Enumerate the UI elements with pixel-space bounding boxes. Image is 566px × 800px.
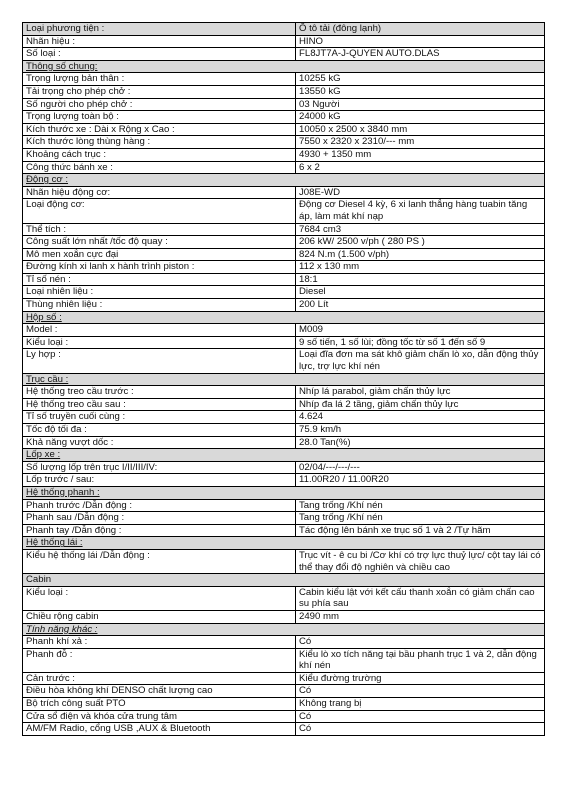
row-value: J08E-WD xyxy=(296,186,545,199)
spec-row xyxy=(23,411,545,424)
row-label: Kiểu loại : xyxy=(23,336,296,349)
row-value: Nhíp đa lá 2 tầng, giảm chấn thủy lực xyxy=(296,398,545,411)
section-header-row xyxy=(23,311,545,324)
row-value: HINO xyxy=(296,35,545,48)
spec-row xyxy=(23,710,545,723)
spec-row xyxy=(23,512,545,525)
row-value: Có xyxy=(296,723,545,736)
spec-row xyxy=(23,424,545,437)
row-label: Hệ thống treo cầu sau : xyxy=(23,398,296,411)
row-value: Có xyxy=(296,685,545,698)
row-label: Ly hợp : xyxy=(23,349,296,373)
spec-row xyxy=(23,549,545,573)
basic-row-model xyxy=(23,48,545,61)
row-value: 7550 x 2320 x 2310/--- mm xyxy=(296,136,545,149)
row-label: Khả năng vượt dốc : xyxy=(23,436,296,449)
spec-row xyxy=(23,273,545,286)
spec-row xyxy=(23,123,545,136)
row-value: Kiểu lò xo tích năng tại bầu phanh trục 1 và 2, dẫn động khí nén xyxy=(296,648,545,672)
row-label: Số lượng lốp trên trục I/II/III/IV: xyxy=(23,461,296,474)
section-header-row xyxy=(23,623,545,636)
row-value: 28.0 Tan(%) xyxy=(296,436,545,449)
spec-row xyxy=(23,136,545,149)
row-label: Hệ thống treo cầu trước : xyxy=(23,386,296,399)
row-value: Diesel xyxy=(296,286,545,299)
spec-row xyxy=(23,723,545,736)
row-value: 18:1 xyxy=(296,273,545,286)
row-value: Kiểu đường trường xyxy=(296,672,545,685)
row-label: Trọng lượng toàn bộ : xyxy=(23,111,296,124)
row-value: Loại đĩa đơn ma sát khô giảm chấn lò xo, dẫn động thủy lực, trợ lực khí nén xyxy=(296,349,545,373)
row-label: Kiểu hệ thống lái /Dẫn động : xyxy=(23,549,296,573)
row-label: Kiểu loại : xyxy=(23,586,296,610)
row-label: Bộ trích công suất PTO xyxy=(23,698,296,711)
header-row xyxy=(23,23,545,36)
row-value: 24000 kG xyxy=(296,111,545,124)
spec-row xyxy=(23,524,545,537)
row-value: 10255 kG xyxy=(296,73,545,86)
row-value: 75.9 km/h xyxy=(296,424,545,437)
spec-row xyxy=(23,436,545,449)
spec-row xyxy=(23,586,545,610)
row-value: 6 x 2 xyxy=(296,161,545,174)
section-header-row xyxy=(23,449,545,462)
spec-row xyxy=(23,85,545,98)
spec-row xyxy=(23,161,545,174)
spec-row xyxy=(23,98,545,111)
row-value: 03 Người xyxy=(296,98,545,111)
section-header-row xyxy=(23,574,545,587)
row-label: Model : xyxy=(23,324,296,337)
row-label: Thể tích : xyxy=(23,223,296,236)
row-value: 10050 x 2500 x 3840 mm xyxy=(296,123,545,136)
row-value: 02/04/---/---/--- xyxy=(296,461,545,474)
row-value: 206 kW/ 2500 v/ph ( 280 PS ) xyxy=(296,236,545,249)
spec-row xyxy=(23,148,545,161)
spec-row xyxy=(23,685,545,698)
row-label: Cửa sổ điện và khóa cửa trung tâm xyxy=(23,710,296,723)
row-value: Tang trống /Khí nén xyxy=(296,512,545,525)
row-label: Nhãn hiệu động cơ: xyxy=(23,186,296,199)
spec-row xyxy=(23,111,545,124)
row-label: Mô men xoắn cực đại xyxy=(23,248,296,261)
spec-row xyxy=(23,299,545,312)
row-value: Không trang bị xyxy=(296,698,545,711)
section-title: Động cơ : xyxy=(23,174,545,187)
section-title: Tính năng khác : xyxy=(23,623,545,636)
row-label: Phanh đỗ : xyxy=(23,648,296,672)
row-label: Tải trọng cho phép chở : xyxy=(23,85,296,98)
section-title: Lốp xe : xyxy=(23,449,545,462)
row-label: Công suất lớn nhất /tốc độ quay : xyxy=(23,236,296,249)
row-value: 7684 cm3 xyxy=(296,223,545,236)
section-title: Hệ thống lái : xyxy=(23,537,545,550)
section-title: Cabin xyxy=(23,574,545,587)
spec-row xyxy=(23,698,545,711)
row-label: Tỉ số nén : xyxy=(23,273,296,286)
spec-row xyxy=(23,461,545,474)
row-value: M009 xyxy=(296,324,545,337)
row-value: 4930 + 1350 mm xyxy=(296,148,545,161)
row-label: Thùng nhiên liệu : xyxy=(23,299,296,312)
spec-table xyxy=(22,22,545,736)
header-label: Loại phương tiện : xyxy=(23,23,296,36)
row-label: Kích thước xe : Dài x Rộng x Cao : xyxy=(23,123,296,136)
row-label: Kích thước lòng thùng hàng : xyxy=(23,136,296,149)
spec-row xyxy=(23,474,545,487)
section-header-row xyxy=(23,174,545,187)
row-value: Tác động lên bánh xe trục số 1 và 2 /Tự hãm xyxy=(296,524,545,537)
row-value: Nhíp lá parabol, giảm chấn thủy lực xyxy=(296,386,545,399)
row-value: Trục vít - ê cu bi /Cơ khí có trợ lực thuỷ lực/ cột tay lái có thể thay đổi độ nghiên và chiều cao xyxy=(296,549,545,573)
row-value: 2490 mm xyxy=(296,610,545,623)
row-label: Số người cho phép chở : xyxy=(23,98,296,111)
row-label: Loại nhiên liệu : xyxy=(23,286,296,299)
row-value: Có xyxy=(296,636,545,649)
row-value: Tang trống /Khí nén xyxy=(296,499,545,512)
section-header-row xyxy=(23,373,545,386)
spec-row xyxy=(23,636,545,649)
section-title: Hộp số : xyxy=(23,311,545,324)
row-label: Phanh tay /Dẫn động : xyxy=(23,524,296,537)
row-label: Phanh sau /Dẫn động : xyxy=(23,512,296,525)
spec-row xyxy=(23,236,545,249)
row-value: FL8JT7A-J-QUYEN AUTO.DLAS xyxy=(296,48,545,61)
row-label: AM/FM Radio, cổng USB ,AUX & Bluetooth xyxy=(23,723,296,736)
spec-row xyxy=(23,186,545,199)
spec-row xyxy=(23,261,545,274)
row-label: Trọng lượng bản thân : xyxy=(23,73,296,86)
spec-row xyxy=(23,324,545,337)
row-label: Điều hòa không khí DENSO chất lượng cao xyxy=(23,685,296,698)
row-value: 9 số tiến, 1 số lùi; đồng tốc từ số 1 đến số 9 xyxy=(296,336,545,349)
spec-row xyxy=(23,499,545,512)
section-header-row xyxy=(23,537,545,550)
spec-row xyxy=(23,398,545,411)
row-label: Công thức bánh xe : xyxy=(23,161,296,174)
section-header-row xyxy=(23,486,545,499)
spec-row xyxy=(23,610,545,623)
spec-row xyxy=(23,199,545,223)
section-title: Thông số chung: xyxy=(23,60,545,73)
section-title: Trục cầu : xyxy=(23,373,545,386)
basic-row-brand xyxy=(23,35,545,48)
row-label: Phanh khí xả : xyxy=(23,636,296,649)
row-value: 11.00R20 / 11.00R20 xyxy=(296,474,545,487)
spec-row xyxy=(23,648,545,672)
spec-row xyxy=(23,386,545,399)
row-value: 824 N.m (1.500 v/ph) xyxy=(296,248,545,261)
spec-row xyxy=(23,336,545,349)
row-value: 4.624 xyxy=(296,411,545,424)
row-label: Lốp trước / sau: xyxy=(23,474,296,487)
spec-table-body xyxy=(23,23,545,736)
row-label: Phanh trước /Dẫn động : xyxy=(23,499,296,512)
row-label: Khoảng cách trục : xyxy=(23,148,296,161)
row-label: Nhãn hiệu : xyxy=(23,35,296,48)
row-value: Động cơ Diesel 4 kỳ, 6 xi lanh thẳng hàng tuabin tăng áp, làm mát khí nạp xyxy=(296,199,545,223)
section-title: Hệ thống phanh : xyxy=(23,486,545,499)
row-label: Tỉ số truyền cuối cùng : xyxy=(23,411,296,424)
spec-row xyxy=(23,223,545,236)
spec-row xyxy=(23,349,545,373)
spec-row xyxy=(23,248,545,261)
spec-row xyxy=(23,73,545,86)
section-header-row xyxy=(23,60,545,73)
row-value: 112 x 130 mm xyxy=(296,261,545,274)
row-label: Cản trước : xyxy=(23,672,296,685)
row-value: Có xyxy=(296,710,545,723)
row-value: Cabin kiểu lật với kết cấu thanh xoắn có giảm chấn cao su phía sau xyxy=(296,586,545,610)
row-value: 200 Lít xyxy=(296,299,545,312)
row-label: Loại động cơ: xyxy=(23,199,296,223)
row-value: 13550 kG xyxy=(296,85,545,98)
header-value: Ô tô tải (đông lạnh) xyxy=(296,23,545,36)
row-label: Số loại : xyxy=(23,48,296,61)
row-label: Chiều rộng cabin xyxy=(23,610,296,623)
row-label: Đường kính xi lanh x hành trình piston : xyxy=(23,261,296,274)
spec-row xyxy=(23,286,545,299)
row-label: Tốc độ tối đa : xyxy=(23,424,296,437)
spec-row xyxy=(23,672,545,685)
